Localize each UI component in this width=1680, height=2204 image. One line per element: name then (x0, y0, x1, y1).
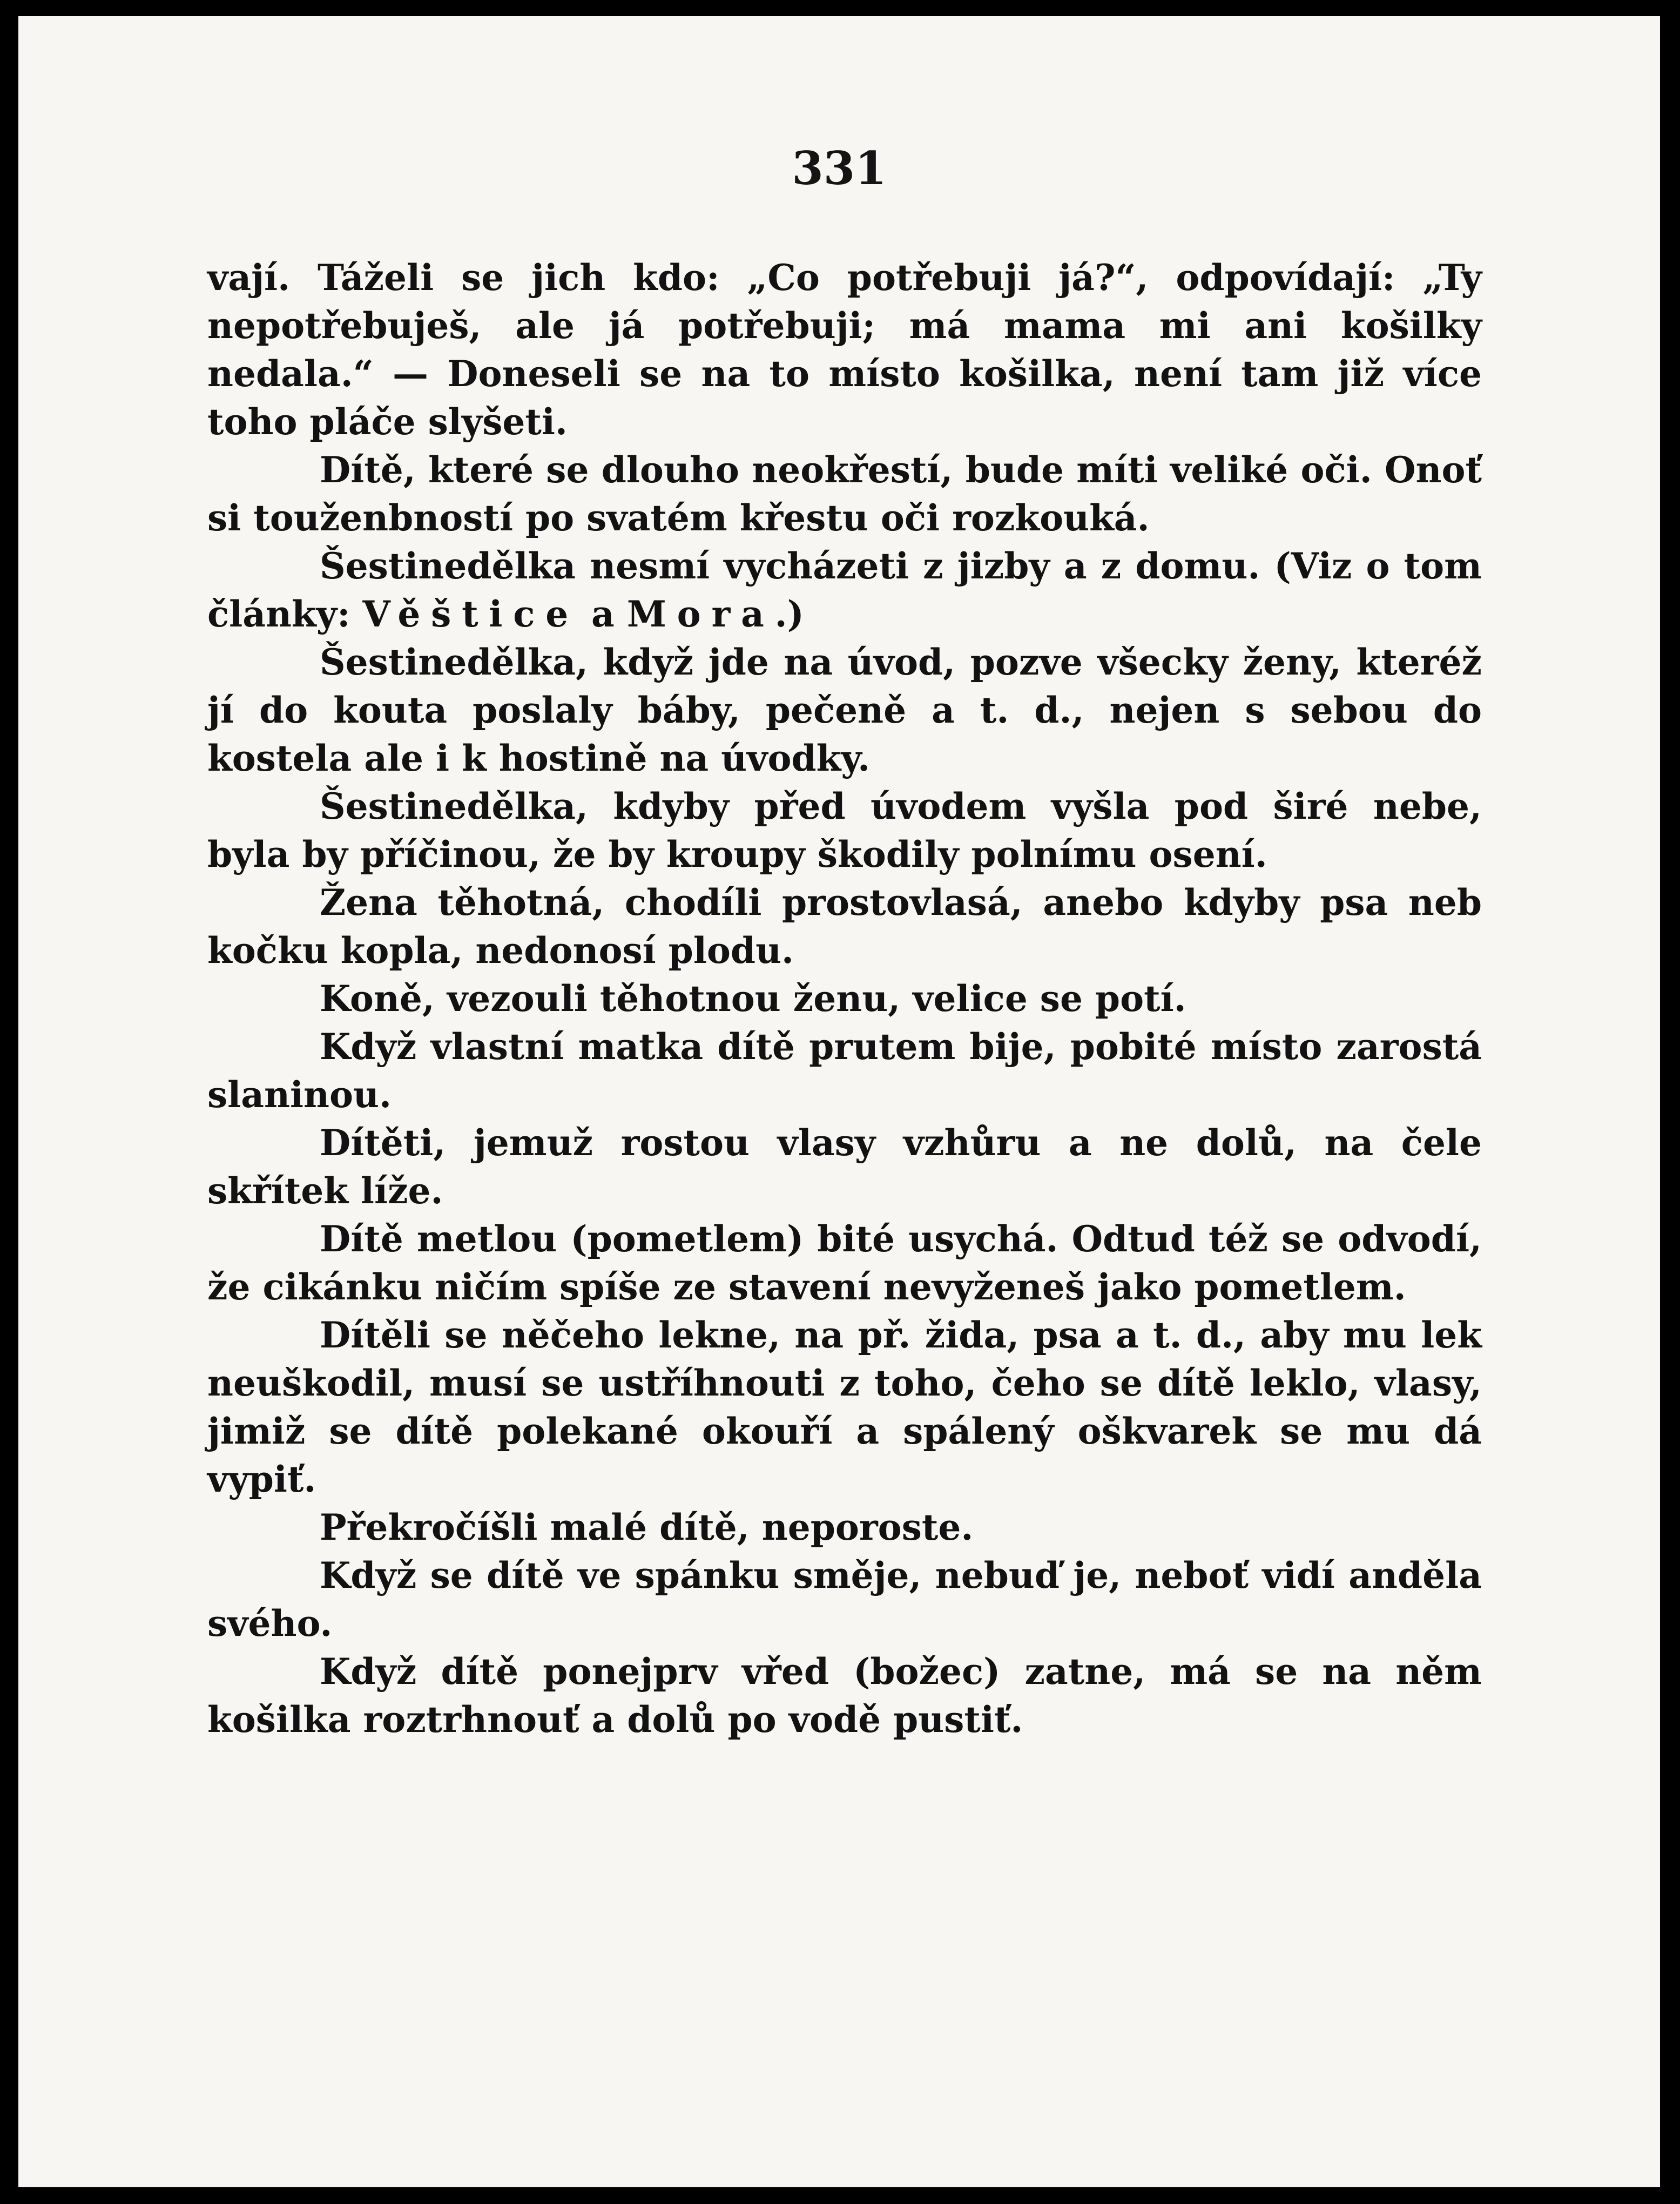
paragraph: Když vlastní matka dítě prutem bije, pobité místo zarostá slaninou. (207, 1026, 1482, 1116)
spaced-reference: Mora (626, 593, 775, 635)
paragraph: Žena těhotná, chodíli prostovlasá, anebo kdyby psa neb kočku kopla, nedonosí plodu. (207, 881, 1482, 972)
paragraph-text: a (579, 593, 627, 635)
page-text (207, 254, 1482, 1744)
paragraph: Dítěli se něčeho lekne, na př. žida, psa a t. d., aby mu lek neuškodil, musí se ustříhnouti z toho, čeho se dítě leklo, vlasy, jimiž se dítě polekané okouří a spálený oškvarek se mu dá vypiť. (207, 1314, 1482, 1500)
book-page (18, 16, 1660, 2187)
paragraph: Když se dítě ve spánku směje, nebuď je, neboť vidí anděla svého. (207, 1554, 1482, 1644)
paragraph: Dítě, které se dlouho neokřestí, bude míti veliké oči. Onoť si touženbností po svatém křestu oči rozkouká. (207, 449, 1482, 539)
page-number: 331 (792, 141, 887, 195)
paragraph-text: .) (774, 593, 804, 635)
paragraph: Dítěti, jemuž rostou vlasy vzhůru a ne dolů, na čele skřítek líže. (207, 1122, 1482, 1212)
paragraph: Překročíšli malé dítě, neporoste. (320, 1506, 974, 1548)
paragraph: Šestinedělka, když jde na úvod, pozve všecky ženy, kteréž jí do kouta poslaly báby, pečeně a t. d., nejen s sebou do kostela ale i k hostině na úvodky. (207, 641, 1482, 779)
paragraph: vají. Táželi se jich kdo: „Co potřebuji já?“, odpovídají: „Ty nepotřebuješ, ale já potřebuji; má mama mi ani košilky nedala.“ — Doneseli se na to místo košilka, není tam již více toho pláče slyšeti. (207, 257, 1482, 443)
paragraph: Šestinedělka, kdyby před úvodem vyšla pod širé nebe, byla by příčinou, že by kroupy škodily polnímu osení. (207, 785, 1482, 875)
spaced-reference: Věštice (362, 593, 579, 635)
paragraph: Dítě metlou (pometlem) bité usychá. Odtud též se odvodí, že cikánku ničím spíše ze stavení nevyženeš jako pometlem. (207, 1218, 1482, 1308)
paragraph-text: Šestinedělka nesmí vycházeti z jizby a z domu. (Viz o tom články: (207, 545, 1482, 635)
paragraph: Když dítě ponejprv vřed (božec) zatne, má se na něm košilka roztrhnouť a dolů po vodě pustiť. (207, 1650, 1482, 1741)
paragraph (207, 542, 1482, 638)
paragraph: Koně, vezouli těhotnou ženu, velice se potí. (320, 978, 1186, 1020)
